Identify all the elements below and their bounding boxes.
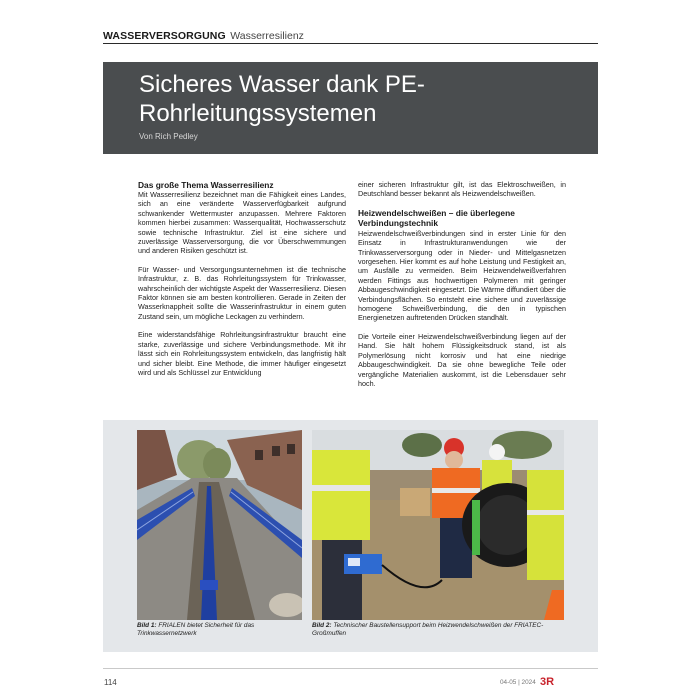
figure-caption-2 — [312, 622, 564, 638]
logo-text: 3R — [540, 676, 555, 686]
figure-caption-text: Technischer Baustellensupport beim Heizwendelschweißen der FRIATEC-Großmuffen — [312, 622, 544, 637]
left-paragraph: Für Wasser- und Versorgungsunternehmen ist die technische Infrastruktur, z. B. das Rohrleitungssystem für Trinkwasser, wahrscheinlich der wichtigste Aspekt der Wasserresilienz. Diesen Faktor können sie am besten kontrollieren. Gerade in Zeiten der Wasserknappheit sollte die Wasserinfrastruktur in einem guten Zustand sein, um mögliche Leckagen zu verhindern. — [138, 264, 346, 321]
right-paragraph: Die Vorteile einer Heizwendelschweißverbindung liegen auf der Hand. Sie hält hohem Flüssigkeitsdruck stand, ist als Polymerlösung nicht korrosiv und hat eine niedrige Abbaugeschwindigkeit. Da sie ohne bewegliche Teile oder vergängliche Materialien auskommt, ist die Lebensdauer sehr hoch. — [358, 331, 566, 388]
issue-label: 04-05 | 2024 — [500, 679, 536, 686]
figure-caption-1 — [137, 622, 302, 638]
left-paragraph: Mit Wasserresilienz bezeichnet man die Fähigkeit eines Landes, sich an eine veränderte Wasserverfügbarkeit aufgrund schwankender Wettermuster anzupassen. Mehrere Faktoren kommen hierbei zusammen: Wasserqualität, Hochwasserschutz sowie technische Infrastruktur. Ziel ist eine sichere und zuverlässige Wasserversorgung, die vor Überschwemmungen und anderen Risiken geschützt ist. — [138, 190, 346, 256]
publisher-logo-icon — [540, 675, 560, 686]
right-column — [358, 180, 566, 388]
left-column — [138, 180, 346, 377]
article-title: Sicheres Wasser dank PE-Rohrleitungssystemen — [139, 71, 425, 127]
figure-label: Bild 1: — [137, 622, 157, 629]
figure-caption-text: FRIALEN bietet Sicherheit für das Trinkwassernetzwerk — [137, 622, 255, 637]
running-header — [103, 26, 598, 44]
figure-label: Bild 2: — [312, 622, 332, 629]
left-heading: Das große Thema Wasserresilienz — [138, 180, 274, 190]
construction-workers-photo — [312, 430, 564, 620]
street-pipe-trench-photo-svg — [137, 430, 302, 620]
header-section: WASSERVERSORGUNG — [103, 30, 226, 42]
title-block — [103, 62, 598, 154]
article-author: Von Rich Pedley — [139, 132, 198, 141]
header-topic: Wasserresilienz — [230, 30, 304, 42]
footer-divider — [103, 668, 598, 669]
left-paragraph: Eine widerstandsfähige Rohrleitungsinfrastruktur braucht eine starke, zuverlässige und sichere Verbindungsmethode. Mit ihr lässt sich ein Rohrleitungssystem entwickeln, das langfristig hält und sicher bleibt. Eine Methode, die immer häufiger eingesetzt wird und als Schlüssel zur Entwicklung — [138, 330, 346, 377]
construction-workers-photo-svg — [312, 430, 564, 620]
right-intro: einer sicheren Infrastruktur gilt, ist das Elektroschweißen, in Deutschland besser bekannt als Heizwendelschweißen. — [358, 180, 566, 199]
page-number-text: 114 — [104, 678, 117, 687]
right-heading: Heizwendelschweißen – die überlegene Verbindungstechnik — [358, 207, 515, 228]
street-pipe-trench-photo — [137, 430, 302, 620]
right-paragraph: Heizwendelschweißverbindungen sind in erster Linie für den Einsatz in Infrastrukturanwendungen wie der Trinkwasserversorgung oder in Nieder- und Mittelgasnetzen vorgesehen. Hier kommt es auf hohe Leistung und Festigkeit an, um Ausfälle zu vermeiden. Beim Heizwendelweißverfahren werden Fittings aus hochwertigen Polymeren mit geringer Abbaugeschwindigkeit eingesetzt. Die Wärme diffundiert über die Verbindungsflächen. So entsteht eine sichere und zuverlässige homogene Schweißverbindung, die den in typischen Energienetzen auftretenden Drücken standhält. — [358, 228, 566, 323]
